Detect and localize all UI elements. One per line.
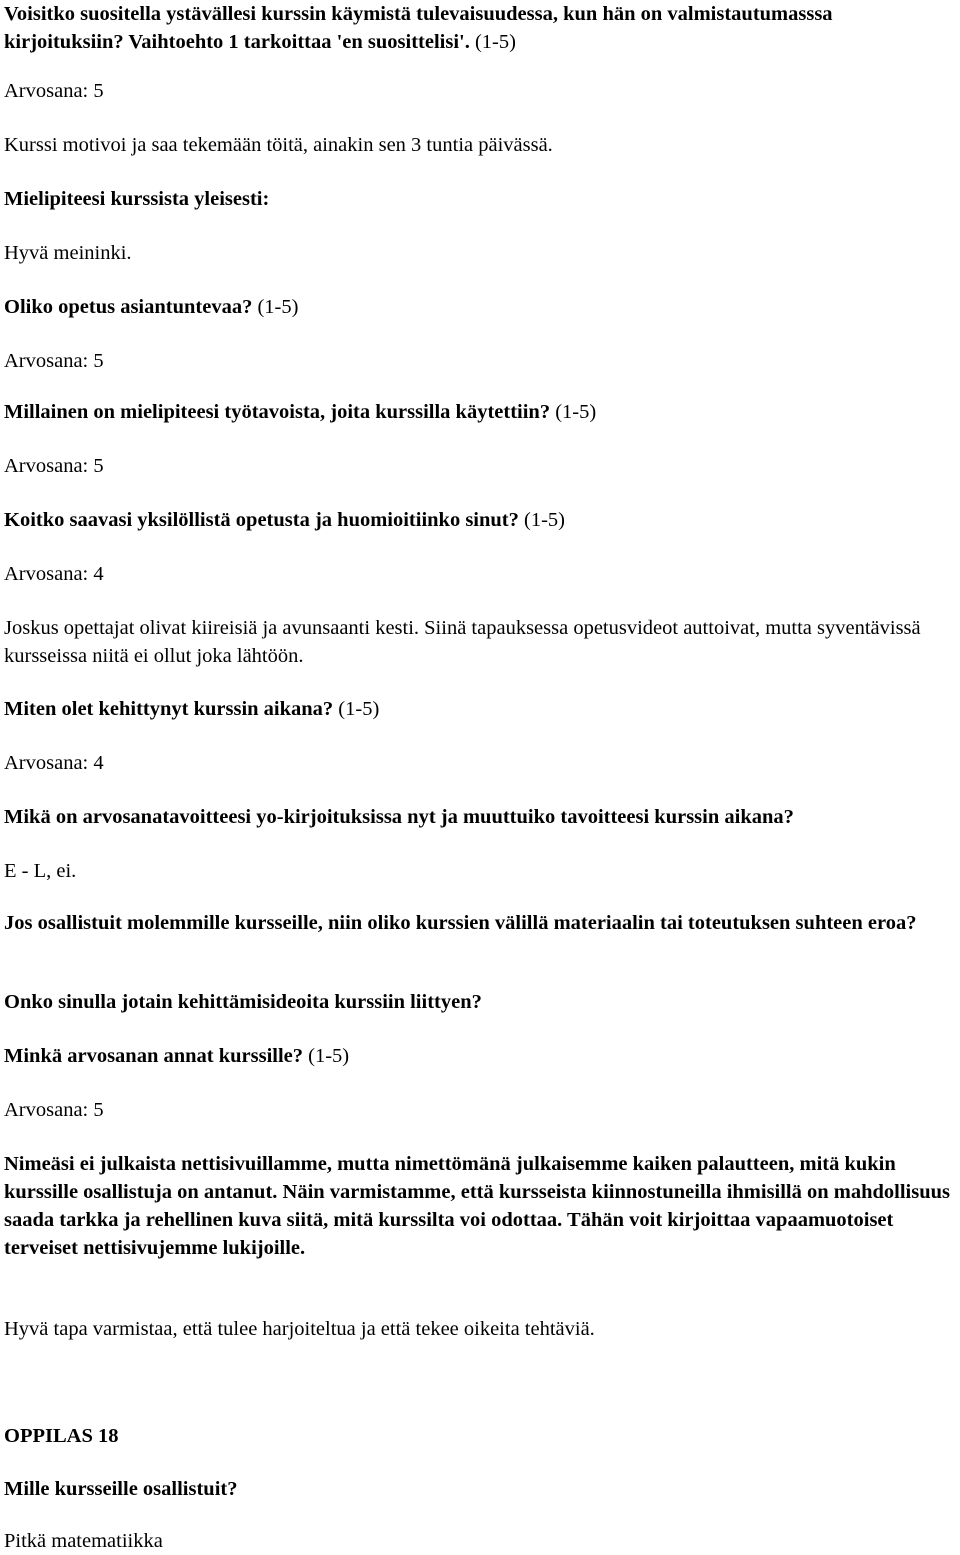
- answer-text: Kurssi motivoi ja saa tekemään töitä, ainakin sen 3 tuntia päivässä.: [4, 134, 553, 156]
- answer-text: Pitkä matematiikka: [4, 1530, 163, 1552]
- question-progress: Miten olet kehittynyt kurssin aikana? (1-5): [4, 698, 380, 720]
- rating-scale: (1-5): [308, 1045, 350, 1067]
- answer-rating: Arvosana: 5: [4, 1099, 104, 1121]
- answer-rating: Arvosana: 5: [4, 80, 104, 102]
- question-public-greetings: Nimeäsi ei julkaista nettisivuillamme, mutta nimettömänä julkaisemme kaiken palautteen, mitä kukin kurssille osallistuja on antanut. Näin varmistamme, että kursseista kiinnostuneilla ihmisillä on mahdollisuus saada tarkka ja rehellinen kuva siitä, mitä kurssilta voi odottaa. Tähän voit kirjoittaa vapaamuotoiset terveiset nettisivujemme lukijoille.: [4, 1153, 951, 1259]
- rating-scale: (1-5): [257, 296, 299, 318]
- question-recommend: Voisitko suositella ystävällesi kurssin käymistä tulevaisuudessa, kun hän on valmistautumasssa kirjoituksiin? Vaihtoehto 1 tarkoittaa 'en suosittelisi'. (1-5): [4, 3, 833, 53]
- question-working-methods: Millainen on mielipiteesi työtavoista, joita kurssilla käytettiin? (1-5): [4, 401, 597, 423]
- answer-text: Joskus opettajat olivat kiireisiä ja avunsaanti kesti. Siinä tapauksessa opetusvideot auttoivat, mutta syventävissä kursseissa niitä ei ollut joka lähtöön.: [4, 617, 921, 667]
- question-courses-attended: Mille kursseille osallistuit?: [4, 1478, 238, 1500]
- question-course-differences: Jos osallistuit molemmille kursseille, niin oliko kurssien välillä materiaalin tai toteutuksen suhteen eroa?: [4, 912, 917, 934]
- student-heading: OPPILAS 18: [4, 1425, 119, 1447]
- rating-scale: (1-5): [555, 401, 597, 423]
- answer-text: Hyvä meininki.: [4, 242, 132, 264]
- answer-rating: Arvosana: 5: [4, 455, 104, 477]
- question-general-opinion: Mielipiteesi kurssista yleisesti:: [4, 188, 270, 210]
- rating-scale: (1-5): [524, 509, 565, 531]
- answer-rating: Arvosana: 5: [4, 350, 104, 372]
- answer-text: E - L, ei.: [4, 860, 77, 882]
- question-expertise: Oliko opetus asiantuntevaa? (1-5): [4, 296, 299, 318]
- question-grade-goal: Mikä on arvosanatavoitteesi yo-kirjoituksissa nyt ja muuttuiko tavoitteesi kurssin aikana?: [4, 806, 794, 828]
- answer-text: Hyvä tapa varmistaa, että tulee harjoiteltua ja että tekee oikeita tehtäviä.: [4, 1318, 595, 1340]
- question-development-ideas: Onko sinulla jotain kehittämisideoita kurssiin liittyen?: [4, 991, 482, 1013]
- question-overall-grade: Minkä arvosanan annat kurssille? (1-5): [4, 1045, 350, 1067]
- rating-scale: (1-5): [474, 31, 516, 53]
- question-individual-teaching: Koitko saavasi yksilöllistä opetusta ja huomioitiinko sinut? (1-5): [4, 509, 565, 531]
- answer-rating: Arvosana: 4: [4, 563, 104, 585]
- answer-rating: Arvosana: 4: [4, 752, 104, 774]
- rating-scale: (1-5): [338, 698, 380, 720]
